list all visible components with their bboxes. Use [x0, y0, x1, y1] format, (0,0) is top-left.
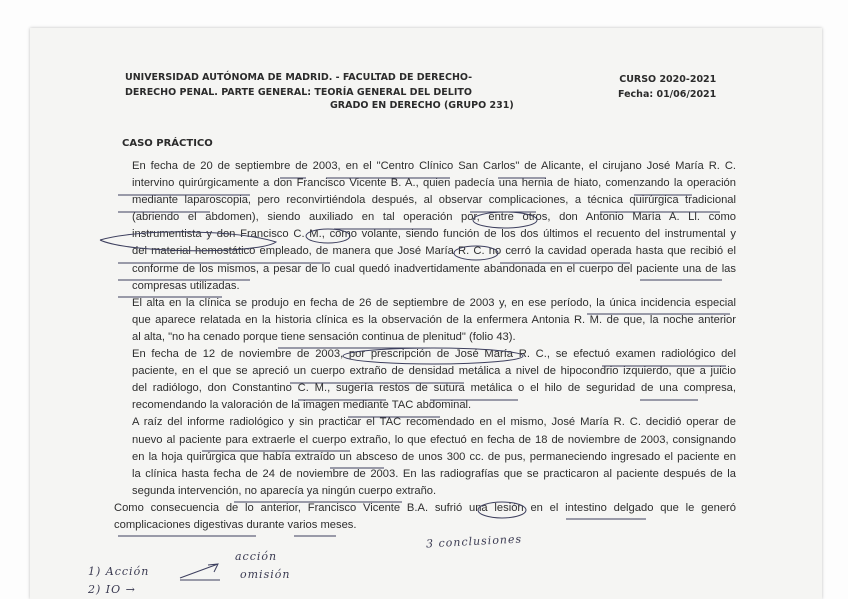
- text-line: mediante laparoscopia, pero reconvirtiéndola después, al observar complicaciones, a técnica quirúrgica tradicional: [132, 194, 736, 207]
- text-line: al alta, "no ha cenado porque tiene sensación continua de plenitud" (folio 43).: [132, 330, 516, 343]
- handwritten-io-item: 2) IO →: [88, 583, 136, 596]
- case-body: [114, 158, 736, 534]
- header-institution: [125, 70, 472, 100]
- university-line: UNIVERSIDAD AUTÓNOMA DE MADRID. - FACULTAD DE DERECHO-: [125, 72, 473, 83]
- section-title: CASO PRÁCTICO: [122, 138, 213, 149]
- text-line: la clínica hasta fecha de 24 de noviembre de 2003. En las radiografías que se practicaron al paciente después de la: [132, 467, 736, 480]
- text-line: paciente, en el que se apreció un cuerpo extraño de densidad metálica a nivel de hipocondrio izquierdo, que a juicio: [132, 365, 736, 378]
- text-line: El alta en la clínica se produjo en fecha de 26 de septiembre de 2003 y, en ese período, la única incidencia especial: [132, 296, 736, 309]
- handwritten-accion-branch: acción: [235, 550, 278, 563]
- text-line: En fecha de 12 de noviembre de 2003, por prescripción de José María R. C., se efectuó examen radiológico del: [132, 348, 736, 361]
- text-line: que aparece relatada en la historia clínica es la observación de la enfermera Antonia R. M. de que, la noche anterior: [132, 313, 736, 326]
- paragraph-3: [114, 346, 736, 414]
- text-line: Como consecuencia de lo anterior, Francisco Vicente B.A. sufrió una lesión en el intestino delgado que le generó: [114, 501, 736, 514]
- text-line: intervino quirúrgicamente a don Francisco Vicente B. A., quien padecía una hernia de hiato, comenzando la operación: [132, 177, 736, 190]
- text-line: del material hemostático empleado, de manera que José María R. C. no cerró la cavidad operada hasta que recibió el: [132, 245, 736, 258]
- paragraph-5: [114, 500, 736, 534]
- degree-line: GRADO EN DERECHO (GRUPO 231): [330, 100, 514, 111]
- text-line: nuevo al paciente para extraerle el cuerpo extraño, lo que efectuó en fecha de 18 de noviembre de 2003, consignando: [132, 433, 736, 446]
- text-line: complicaciones digestivas durante varios meses.: [114, 518, 357, 531]
- text-line: A raíz del informe radiológico y sin practicar el TAC recomendado en el mismo, José María R. C. decidió operar de: [132, 416, 736, 429]
- subject-line: DERECHO PENAL. PARTE GENERAL: TEORÍA GENERAL DEL DELITO: [125, 87, 472, 98]
- handwritten-accion-item: 1) Acción: [88, 565, 150, 578]
- paragraph-1: [114, 158, 736, 295]
- text-line: del radiólogo, don Constantino C. M., sugería restos de sutura metálica o el hilo de seguridad de una compresa,: [132, 382, 736, 395]
- text-line: En fecha de 20 de septiembre de 2003, en el "Centro Clínico San Carlos" de Alicante, el cirujano José María R. C.: [132, 160, 736, 172]
- text-line: (abriendo el abdomen), siendo auxiliado en tal operación por, entre otros, don Antonio María A. Ll. como: [132, 211, 736, 224]
- text-line: compresas utilizadas.: [132, 279, 240, 292]
- exam-date: Fecha: 01/06/2021: [618, 89, 717, 100]
- course-label: CURSO 2020-2021: [619, 74, 717, 85]
- text-line: instrumentista y don Francisco C. M., como volante, siendo función de los dos últimos el recuento del instrumental y: [132, 228, 736, 241]
- text-line: conforme de los mismos, a pesar de lo cual quedó inadvertidamente abandonada en el cuerpo del paciente una de las: [132, 262, 736, 275]
- arrow-mark: [180, 564, 218, 578]
- exam-sheet: [30, 28, 822, 599]
- paragraph-2: [114, 295, 736, 346]
- text-line: en la hoja quirúrgica que había extraído un absceso de unos 300 cc. de pus, permaneciendo ingresado el paciente en: [132, 450, 736, 463]
- handwritten-conclusiones: 3 conclusiones: [425, 532, 523, 551]
- text-line: recomendando la valoración de la imagen mediante TAC abdominal.: [132, 399, 472, 412]
- handwritten-omision-branch: omisión: [240, 568, 291, 581]
- header-course-info: [618, 72, 716, 102]
- text-line: segunda intervención, no aparecía ya ningún cuerpo extraño.: [132, 484, 437, 497]
- paragraph-4: [114, 414, 736, 499]
